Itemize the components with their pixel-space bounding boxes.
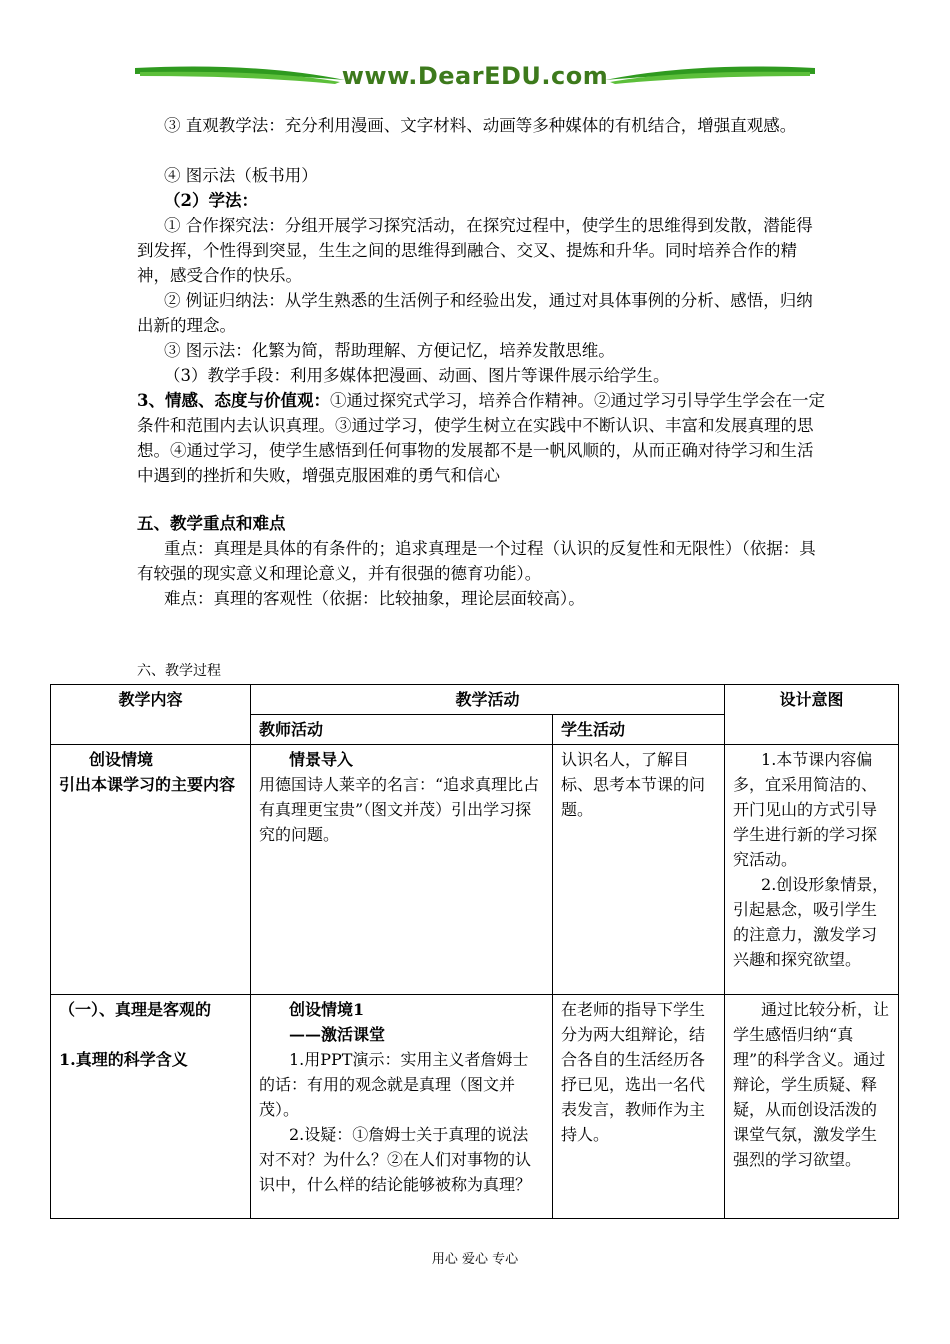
cell-student: 在老师的指导下学生分为两大组辩论，结合各自的生活经历各抒已见，选出一名代表发言，教师作为主持人。 <box>553 995 725 1219</box>
paragraph-teaching-means: （3）教学手段：利用多媒体把漫画、动画、图片等课件展示给学生。 <box>164 366 670 385</box>
content-body: 引出本课学习的主要内容 <box>59 775 236 794</box>
teacher-body: 用德国诗人莱辛的名言：“追求真理比占有真理更宝贵”（图文并茂）引出学习探究的问题。 <box>259 775 540 844</box>
table-row <box>51 995 899 1219</box>
teacher-title: 创设情境1 <box>289 1000 365 1019</box>
teacher-item-2: 2.设疑：①詹姆士关于真理的说法对不对？为什么？②在人们对事物的认识中，什么样的结论能够被称为真理？ <box>259 1125 532 1194</box>
paragraph-induction-method: ② 例证归纳法：从学生熟悉的生活例子和经验出发，通过对具体事例的分析、感悟，归纳出新的理念。 <box>137 291 813 335</box>
header-student-activity: 学生活动 <box>553 715 725 745</box>
design-point-1: 1.本节课内容偏多，宜采用简洁的、开门见山的方式引导学生进行新的学习探究活动。 <box>733 750 878 869</box>
header-teaching-activity: 教学活动 <box>251 685 725 715</box>
teacher-title: 情景导入 <box>289 750 354 769</box>
content-body: 1.真理的科学含义 <box>59 1050 188 1069</box>
paragraph-intuitive-method: ③ 直观教学法：充分利用漫画、文字材料、动画等多种媒体的有机结合，增强直观感。 <box>164 116 797 135</box>
header-teaching-content: 教学内容 <box>51 685 251 745</box>
paragraph-difficulty: 难点：真理的客观性（依据：比较抽象，理论层面较高）。 <box>164 589 585 608</box>
cell-student: 认识名人，了解目标、思考本节课的问题。 <box>553 745 725 995</box>
teacher-subtitle: ——激活课堂 <box>289 1025 386 1044</box>
design-point-2: 2.创设形象情景，引起悬念，吸引学生的注意力，激发学习兴趣和探究欲望。 <box>733 875 889 969</box>
cell-content <box>51 745 251 995</box>
cell-content <box>51 995 251 1219</box>
values-heading: 3、情感、态度与价值观： <box>137 391 330 410</box>
cell-design: 通过比较分析，让学生感悟归纳“真理”的科学含义。通过辩论，学生质疑、释疑，从而创设活泼的课堂气氛，激发学生强烈的学习欲望。 <box>725 995 899 1219</box>
teacher-item-1: 1.用PPT演示：实用主义者詹姆士的话：有用的观念就是真理（图文并茂）。 <box>259 1050 529 1119</box>
paragraph-values <box>137 388 827 488</box>
teaching-process-table <box>50 684 899 1219</box>
cell-teacher <box>251 745 553 995</box>
paragraph-diagram-method: ④ 图示法（板书用） <box>164 166 318 185</box>
values-body: ①通过探究式学习，培养合作精神。②通过学习引导学生学会在一定条件和范围内去认识真理。③通过学习，使学生树立在实践中不断认识、丰富和发展真理的思想。④通过学习，使学生感悟到任何事物的发展都不是一帆风顺的，从而正确对待学习和生活中遇到的挫折和失败，增强克服困难的勇气和信心 <box>137 391 825 485</box>
header-teacher-activity: 教师活动 <box>251 715 553 745</box>
header-design-intent: 设计意图 <box>725 685 899 745</box>
footer-text: 用心 爱心 专心 <box>431 1252 519 1267</box>
section-heading-key-points: 五、教学重点和难点 <box>137 514 286 533</box>
cell-teacher <box>251 995 553 1219</box>
table-row <box>51 745 899 995</box>
paragraph-diagram-learning: ③ 图示法：化繁为简，帮助理解、方便记忆，培养发散思维。 <box>164 341 615 360</box>
table-caption: 六、教学过程 <box>137 663 221 679</box>
content-title: （一）、真理是客观的 <box>59 1000 212 1019</box>
paragraph-cooperative-method: ① 合作探究法：分组开展学习探究活动，在探究过程中，使学生的思维得到发散，潜能得到发挥，个性得到突显，生生之间的思维得到融合、交叉、提炼和升华。同时培养合作的精神，感受合作的快乐。 <box>137 216 813 285</box>
header-banner <box>135 60 815 100</box>
heading-learning-method: （2）学法： <box>164 191 258 210</box>
content-title: 创设情境 <box>89 750 154 769</box>
site-logo[interactable]: www.DearEDU.com <box>341 62 609 90</box>
cell-design <box>725 745 899 995</box>
paragraph-key-point: 重点：真理是具体的有条件的；追求真理是一个过程（认识的反复性和无限性）（依据：具有较强的现实意义和理论意义，并有很强的德育功能）。 <box>137 539 816 583</box>
